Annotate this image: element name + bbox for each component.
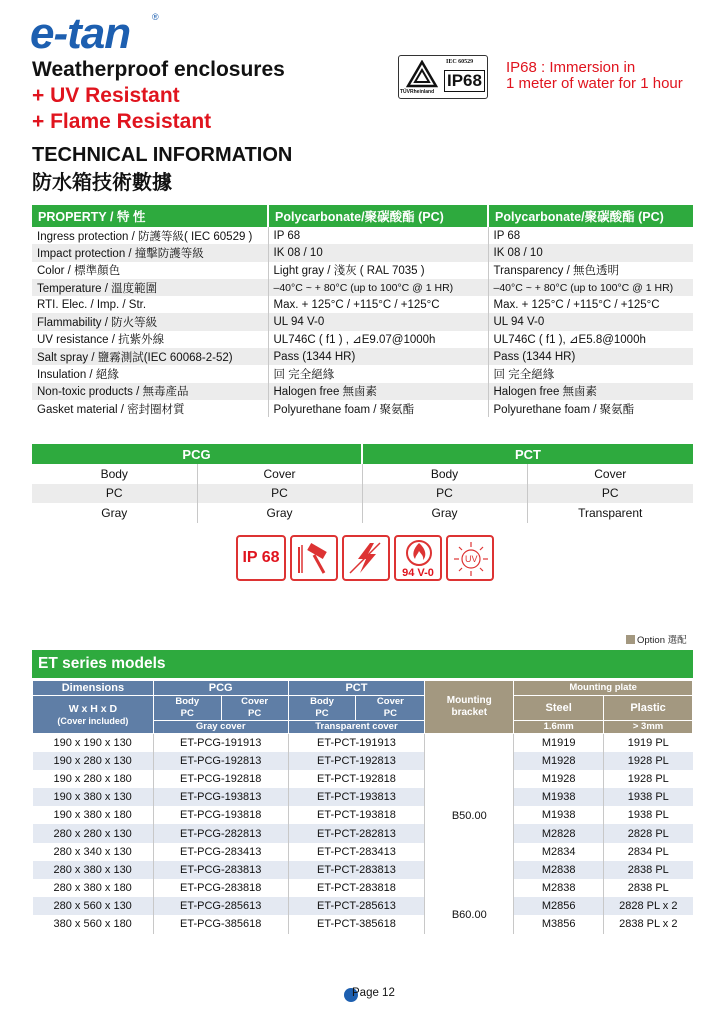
property-cell: Light gray / 淺灰 ( RAL 7035 ) bbox=[268, 262, 488, 279]
property-row bbox=[32, 262, 693, 279]
pcg-body-pc: PC bbox=[180, 708, 194, 719]
transparent-cover-header: Transparent cover bbox=[288, 721, 425, 734]
property-cell: Color / 標準顏色 bbox=[32, 262, 268, 279]
material-cell: PC bbox=[32, 484, 197, 504]
property-cell: UL 94 V-0 bbox=[488, 313, 693, 330]
property-cell: Non-toxic products / 無毒產品 bbox=[32, 383, 268, 400]
pct-model-cell: ET-PCT-193818 bbox=[288, 806, 425, 824]
cover-included-label: (Cover included) bbox=[57, 715, 129, 726]
et-model-row bbox=[33, 861, 693, 879]
pcg-cover-header bbox=[221, 696, 288, 721]
flame-shield-icon bbox=[394, 535, 442, 581]
property-cell: Impact protection / 撞擊防護等級 bbox=[32, 244, 268, 261]
subtitle-uv: + UV Resistant bbox=[32, 84, 180, 107]
material-row bbox=[32, 503, 693, 523]
ip68-icon bbox=[236, 535, 286, 581]
page-title: Weatherproof enclosures bbox=[32, 58, 285, 81]
property-cell: Halogen free 無鹵素 bbox=[488, 383, 693, 400]
property-cell: 回 完全絕緣 bbox=[493, 369, 555, 382]
pc-gray-header: Polycarbonate/聚碳酸酯 (PC) bbox=[268, 205, 488, 227]
pcg-header: PCG bbox=[32, 444, 362, 464]
steel-plate-cell: M2856 bbox=[514, 897, 604, 915]
steel-plate-cell: M1928 bbox=[514, 752, 604, 770]
pct-header: PCT bbox=[362, 444, 693, 464]
steel-plate-cell: M2838 bbox=[514, 879, 604, 897]
pcg-cover-pc: PC bbox=[248, 708, 262, 719]
steel-plate-cell: M1928 bbox=[514, 770, 604, 788]
material-cell: Body bbox=[32, 464, 197, 484]
dimension-cell: 280 x 340 x 130 bbox=[33, 843, 154, 861]
pcg-model-cell: ET-PCG-193813 bbox=[153, 788, 288, 806]
plastic-plate-cell: 1928 PL bbox=[604, 752, 693, 770]
property-cell: UV resistance / 抗紫外線 bbox=[32, 331, 268, 348]
dimension-cell: 190 x 190 x 130 bbox=[33, 734, 154, 752]
steel-plate-cell: M1938 bbox=[514, 788, 604, 806]
pct-model-cell: ET-PCT-385618 bbox=[288, 915, 425, 933]
et-model-row bbox=[33, 752, 693, 770]
uv-sun-icon bbox=[446, 535, 494, 581]
property-cell: UL746C ( f1 ), ⊿E5.8@1000h bbox=[493, 334, 646, 347]
dimension-cell: 190 x 280 x 130 bbox=[33, 752, 154, 770]
property-row bbox=[32, 279, 693, 296]
property-cell: IK 08 / 10 bbox=[488, 244, 693, 261]
property-header: PROPERTY / 特 性 bbox=[32, 205, 268, 227]
steel-plate-cell: M3856 bbox=[514, 915, 604, 933]
pct-model-cell: ET-PCT-192818 bbox=[288, 770, 425, 788]
property-cell: Flammability / 防火等級 bbox=[32, 313, 268, 330]
uv-label: UV bbox=[465, 554, 478, 564]
feature-icons bbox=[236, 535, 494, 581]
plastic-header: Plastic bbox=[604, 696, 693, 721]
steel-plate-cell: M1919 bbox=[514, 734, 604, 752]
property-row bbox=[32, 244, 693, 261]
dimension-cell: 280 x 380 x 180 bbox=[33, 879, 154, 897]
property-row bbox=[32, 400, 693, 417]
plastic-plate-cell: 2828 PL bbox=[604, 824, 693, 842]
dimension-cell: 190 x 380 x 180 bbox=[33, 806, 154, 824]
ip68-icon-label: IP 68 bbox=[242, 549, 280, 566]
property-cell: Max. + 125°C / +115°C / +125°C bbox=[268, 296, 488, 313]
et-pcg-header: PCG bbox=[153, 681, 288, 696]
mounting-bracket-header: Mounting bracket bbox=[425, 681, 514, 734]
tuv-triangle-icon bbox=[406, 60, 438, 88]
cert-standard: IEC 60529 bbox=[446, 59, 474, 65]
plastic-plate-cell: 1928 PL bbox=[627, 772, 669, 785]
property-cell: RTI. Elec. / Imp. / Str. bbox=[32, 296, 268, 313]
et-model-row bbox=[33, 915, 693, 933]
pct-body-header bbox=[288, 696, 356, 721]
property-cell: 回 完全絕緣 bbox=[268, 365, 488, 382]
pcg-body-label: Body bbox=[175, 696, 200, 707]
dimension-cell: 280 x 560 x 130 bbox=[33, 897, 154, 915]
pct-cover-pc: PC bbox=[383, 708, 397, 719]
bracket-cell: B50.00 bbox=[425, 734, 514, 898]
brand-logo: e-tan bbox=[30, 9, 131, 58]
pcg-model-cell: ET-PCG-283413 bbox=[153, 843, 288, 861]
material-row bbox=[32, 484, 693, 504]
material-cell: Transparent bbox=[578, 505, 643, 520]
property-cell: IP 68 bbox=[268, 227, 488, 244]
property-row bbox=[32, 365, 693, 382]
steel-plate-cell: M2838 bbox=[514, 861, 604, 879]
property-cell: UL746C ( f1 ) , ⊿E9.07@1000h bbox=[268, 331, 488, 348]
material-cell: Gray bbox=[197, 503, 362, 523]
ip68-note-line2: 1 meter of water for 1 hour bbox=[506, 75, 683, 92]
page-number: Page 12 bbox=[352, 987, 395, 999]
et-pct-header: PCT bbox=[288, 681, 425, 696]
property-cell: UL 94 V-0 bbox=[268, 313, 488, 330]
property-row bbox=[32, 296, 693, 313]
cert-rating: IP68 bbox=[444, 70, 485, 92]
whd-label: W x H x D bbox=[68, 702, 118, 715]
option-legend bbox=[626, 632, 687, 646]
steel-plate-cell: M1938 bbox=[514, 806, 604, 824]
et-model-row bbox=[33, 843, 693, 861]
property-cell: Temperature / 溫度範圍 bbox=[32, 279, 268, 296]
dimension-cell: 380 x 560 x 180 bbox=[33, 915, 154, 933]
material-cell: Cover bbox=[594, 466, 627, 481]
plastic-thickness: > 3mm bbox=[604, 721, 693, 734]
dimension-cell: 280 x 280 x 130 bbox=[33, 824, 154, 842]
property-cell: Transparency / 無色透明 bbox=[493, 265, 619, 278]
section-title: TECHNICAL INFORMATION bbox=[32, 144, 293, 166]
option-label: Option 選配 bbox=[637, 635, 687, 646]
material-cell: Gray bbox=[362, 503, 527, 523]
property-cell: Gasket material / 密封圈材質 bbox=[32, 400, 268, 417]
property-cell: –40°C ~ + 80°C (up to 100°C @ 1 HR) bbox=[268, 279, 488, 296]
et-model-row bbox=[33, 879, 693, 897]
material-row bbox=[32, 464, 693, 484]
registered-mark: ® bbox=[152, 12, 159, 22]
property-cell: Halogen free 無鹵素 bbox=[268, 383, 488, 400]
plastic-plate-cell: 1919 PL bbox=[627, 736, 669, 749]
plastic-plate-cell: 2838 PL bbox=[604, 861, 693, 879]
dimension-cell: 190 x 280 x 180 bbox=[33, 770, 154, 788]
section-title-zh: 防水箱技術數據 bbox=[32, 172, 172, 194]
flame-rating-label: 94 V-0 bbox=[402, 567, 434, 579]
plastic-plate-cell: 1938 PL bbox=[604, 788, 693, 806]
material-cell: PC bbox=[362, 484, 527, 504]
pcg-model-cell: ET-PCG-283813 bbox=[153, 861, 288, 879]
pct-model-cell: ET-PCT-282813 bbox=[288, 824, 425, 842]
ip68-note-line1: IP68 : Immersion in bbox=[506, 59, 636, 76]
mounting-plate-header: Mounting plate bbox=[514, 681, 693, 696]
material-cell: PC bbox=[197, 484, 362, 504]
electric-bolt-icon bbox=[342, 535, 390, 581]
ip68-note bbox=[506, 60, 683, 92]
pct-cover-label: Cover bbox=[376, 696, 404, 707]
et-model-row bbox=[33, 897, 693, 915]
impact-hammer-icon bbox=[290, 535, 338, 581]
pcg-cover-label: Cover bbox=[241, 696, 269, 707]
property-cell: Insulation / 絕緣 bbox=[32, 365, 268, 382]
property-cell: Ingress protection / 防護等級( IEC 60529 ) bbox=[32, 227, 268, 244]
et-model-row bbox=[33, 788, 693, 806]
pcg-model-cell: ET-PCG-191913 bbox=[153, 734, 288, 752]
subtitle-flame: + Flame Resistant bbox=[32, 110, 212, 133]
material-cell: Gray bbox=[32, 503, 197, 523]
steel-plate-cell: M2834 bbox=[514, 843, 604, 861]
property-cell: Polyurethane foam / 聚氨酯 bbox=[493, 403, 635, 416]
property-cell: Salt spray / 鹽霧測試(IEC 60068-2-52) bbox=[32, 348, 268, 365]
property-row bbox=[32, 383, 693, 400]
property-row bbox=[32, 227, 693, 244]
plastic-plate-cell: 2834 PL bbox=[627, 845, 669, 858]
material-cell: Cover bbox=[197, 464, 362, 484]
property-cell: Pass (1344 HR) bbox=[268, 348, 488, 365]
et-model-row bbox=[33, 734, 693, 752]
pct-model-cell: ET-PCT-283818 bbox=[288, 879, 425, 897]
pc-transparent-header: Polycarbonate/聚碳酸酯 (PC) bbox=[488, 205, 693, 227]
property-cell: IP 68 bbox=[493, 229, 521, 242]
property-row bbox=[32, 331, 693, 348]
et-model-row bbox=[33, 806, 693, 824]
pcg-model-cell: ET-PCG-385618 bbox=[153, 915, 288, 933]
pct-body-label: Body bbox=[310, 696, 334, 707]
property-cell: Pass (1344 HR) bbox=[488, 348, 693, 365]
steel-header: Steel bbox=[514, 696, 604, 721]
cert-issuer: TÜVRheinland bbox=[400, 89, 435, 95]
et-models-table bbox=[32, 680, 693, 934]
dimension-cell: 190 x 380 x 130 bbox=[33, 788, 154, 806]
property-cell: IK 08 / 10 bbox=[268, 244, 488, 261]
property-table bbox=[32, 205, 693, 417]
dimensions-header: Dimensions bbox=[33, 681, 154, 696]
et-model-row bbox=[33, 770, 693, 788]
property-cell: Max. + 125°C / +115°C / +125°C bbox=[493, 298, 660, 311]
pct-model-cell: ET-PCT-285613 bbox=[288, 897, 425, 915]
material-table bbox=[32, 444, 693, 523]
property-row bbox=[32, 313, 693, 330]
pct-model-cell: ET-PCT-193813 bbox=[288, 788, 425, 806]
pcg-model-cell: ET-PCG-282813 bbox=[153, 824, 288, 842]
pcg-body-header bbox=[153, 696, 221, 721]
pct-cover-header bbox=[356, 696, 425, 721]
et-series-title: ET series models bbox=[32, 650, 693, 678]
pcg-model-cell: ET-PCG-285613 bbox=[153, 897, 288, 915]
plastic-plate-cell: 2828 PL x 2 bbox=[604, 897, 693, 915]
bracket-cell: B60.00 bbox=[425, 897, 514, 933]
property-row bbox=[32, 348, 693, 365]
option-swatch bbox=[626, 635, 635, 644]
plastic-plate-cell: 2838 PL bbox=[627, 882, 669, 895]
pcg-model-cell: ET-PCG-193818 bbox=[153, 806, 288, 824]
pct-model-cell: ET-PCT-192813 bbox=[288, 752, 425, 770]
property-cell: Polyurethane foam / 聚氨酯 bbox=[268, 400, 488, 417]
plastic-plate-cell: 2838 PL x 2 bbox=[619, 918, 678, 931]
property-cell: –40°C ~ + 80°C (up to 100°C @ 1 HR) bbox=[488, 279, 693, 296]
pct-model-cell: ET-PCT-283413 bbox=[288, 843, 425, 861]
pcg-model-cell: ET-PCG-283818 bbox=[153, 879, 288, 897]
material-cell: Body bbox=[362, 464, 527, 484]
et-model-row bbox=[33, 824, 693, 842]
whd-header bbox=[33, 696, 154, 734]
pct-model-cell: ET-PCT-191913 bbox=[288, 734, 425, 752]
pcg-model-cell: ET-PCG-192813 bbox=[153, 752, 288, 770]
dimension-cell: 280 x 380 x 130 bbox=[33, 861, 154, 879]
steel-plate-cell: M2828 bbox=[514, 824, 604, 842]
steel-thickness: 1.6mm bbox=[514, 721, 604, 734]
pct-body-pc: PC bbox=[315, 708, 329, 719]
pct-model-cell: ET-PCT-283813 bbox=[288, 861, 425, 879]
material-cell: PC bbox=[527, 484, 693, 504]
gray-cover-header: Gray cover bbox=[153, 721, 288, 734]
pcg-model-cell: ET-PCG-192818 bbox=[153, 770, 288, 788]
plastic-plate-cell: 1938 PL bbox=[627, 809, 669, 822]
